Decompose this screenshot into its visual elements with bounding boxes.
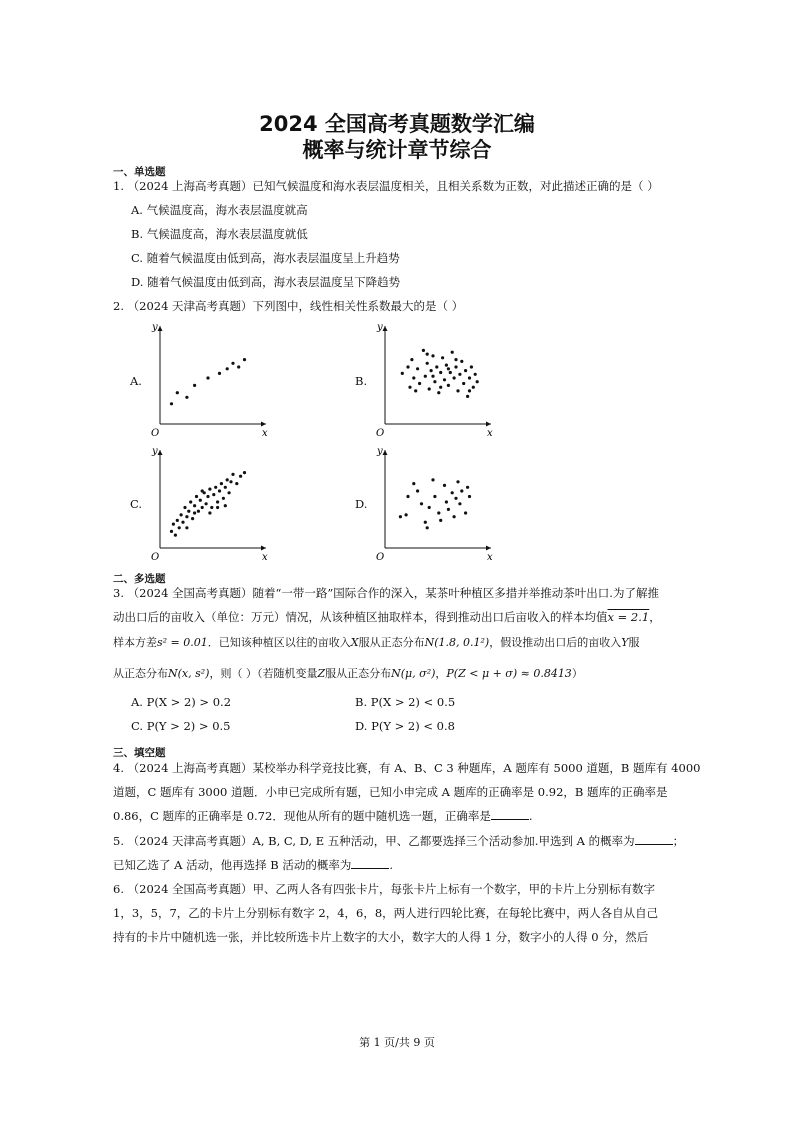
q3-option-d: D. P(Y > 2) < 0.8 <box>355 719 455 733</box>
scatter-point <box>472 386 475 389</box>
q5-line1-text: 5. （2024 天津高考真题）A, B, C, D, E 五种活动，甲、乙都要选择三个活动参加.甲选到 A 的概率为 <box>113 834 635 848</box>
scatter-point <box>212 493 215 496</box>
scatter-point <box>216 506 219 509</box>
scatter-point <box>439 371 442 374</box>
scatter-point <box>185 396 188 399</box>
q3-line3 <box>113 636 685 650</box>
scatter-point <box>422 349 425 352</box>
scatter-point <box>193 384 196 387</box>
scatter-plot-b <box>375 320 495 438</box>
scatter-point <box>428 387 431 390</box>
scatter-point <box>222 497 225 500</box>
q4-line2: 道题，C 题库有 3000 道题．小申已完成所有题，已知小申完成 A 题库的正确率是 0.92，B 题库的正确率是 <box>113 785 668 799</box>
q1-option-b: B. 气候温度高，海水表层温度就低 <box>131 227 308 241</box>
scatter-point <box>208 511 211 514</box>
q4-line3-end: . <box>528 809 533 823</box>
scatter-point <box>412 482 415 485</box>
scatter-point <box>210 506 213 509</box>
scatter-point <box>220 482 223 485</box>
scatter-point <box>439 386 442 389</box>
scatter-point <box>201 506 204 509</box>
y-axis-arrow <box>383 326 388 331</box>
scatter-point <box>431 478 434 481</box>
scatter-point <box>433 495 436 498</box>
scatter-point <box>468 376 471 379</box>
x-axis-label: x <box>487 552 493 562</box>
scatter-point <box>201 489 204 492</box>
scatter-point <box>458 502 461 505</box>
scatter-point <box>206 495 209 498</box>
q4-answer-blank <box>491 809 529 820</box>
q6-line2: 1，3，5，7，乙的卡片上分别标有数字 2，4，6，8，两人进行四轮比赛，在每轮比赛中，两人各自从自己 <box>113 906 659 920</box>
scatter-point <box>206 376 209 379</box>
scatter-point <box>172 523 175 526</box>
q1-stem: 1. （2024 上海高考真题）已知气候温度和海水表层温度相关，且相关系数为正数，对此描述正确的是（ ） <box>113 179 659 193</box>
q3-dist-z: N(μ, σ²) <box>391 667 436 680</box>
q1-option-c: C. 随着气候温度由低到高，海水表层温度呈上升趋势 <box>131 251 400 265</box>
scatter-point <box>431 375 434 378</box>
scatter-point <box>235 482 238 485</box>
scatter-point <box>466 486 469 489</box>
scatter-point <box>239 475 242 478</box>
q3-line1: 3. （2024 全国高考真题）随着“一带一路”国际合作的深入，某茶叶种植区多措并举推动茶叶出口.为了解推 <box>113 586 659 600</box>
q6-line3: 持有的卡片中随机选一张，并比较所选卡片上数字的大小，数字大的人得 1 分，数字小的人得 0 分，然后 <box>113 930 649 944</box>
scatter-point <box>433 380 436 383</box>
scatter-point <box>412 376 415 379</box>
y-axis-label: y <box>152 322 158 333</box>
scatter-point <box>229 480 232 483</box>
scatter-point <box>224 486 227 489</box>
x-axis-label: x <box>262 428 268 438</box>
x-axis-label: x <box>262 552 268 562</box>
scatter-point <box>405 513 408 516</box>
scatter-point <box>193 511 196 514</box>
page-footer: 第 1 页/共 9 页 <box>359 1036 435 1049</box>
y-axis-label: y <box>377 322 383 333</box>
scatter-point <box>466 395 469 398</box>
q3-line4-end: ， <box>435 667 447 680</box>
q6-line1: 6. （2024 全国高考真题）甲、乙两人各有四张卡片，每张卡片上标有一个数字，甲的卡片上分别标有数字 <box>113 882 656 896</box>
q3-line3-post: 服从正态分布 <box>358 636 425 649</box>
scatter-point <box>445 364 448 367</box>
origin-label: O <box>151 552 160 562</box>
doc-title: 2024 全国高考真题数学汇编 <box>259 112 535 136</box>
scatter-plot-a <box>150 320 270 438</box>
scatter-point <box>185 526 188 529</box>
scatter-point <box>170 402 173 405</box>
scatter-point <box>468 495 471 498</box>
scatter-point <box>226 367 229 370</box>
section-heading-fill-blank: 三、填空题 <box>113 747 166 759</box>
scatter-point <box>456 389 459 392</box>
scatter-point <box>170 530 173 533</box>
scatter-point <box>181 521 184 524</box>
x-axis-arrow <box>261 422 266 427</box>
scatter-point <box>453 376 456 379</box>
doc-subtitle: 概率与统计章节综合 <box>302 138 492 162</box>
scatter-point <box>426 526 429 529</box>
scatter-point <box>191 517 194 520</box>
q2-label-d: D. <box>355 497 368 511</box>
scatter-point <box>476 380 479 383</box>
q3-line4 <box>113 667 685 681</box>
scatter-point <box>231 362 234 365</box>
x-axis-arrow <box>261 546 266 551</box>
q3-var-x: X <box>350 636 359 649</box>
scatter-point <box>208 488 211 491</box>
scatter-plot-d <box>375 444 495 562</box>
scatter-point <box>218 489 221 492</box>
scatter-point <box>224 504 227 507</box>
scatter-point <box>406 365 409 368</box>
scatter-point <box>199 499 202 502</box>
scatter-point <box>447 384 450 387</box>
scatter-point <box>447 367 450 370</box>
scatter-point <box>426 362 429 365</box>
scatter-point <box>176 391 179 394</box>
scatter-point <box>180 513 183 516</box>
scatter-point <box>178 526 181 529</box>
q3-dist-x: N(1.8, 0.1²) <box>424 636 490 649</box>
scatter-point <box>449 371 452 374</box>
y-axis-label: y <box>377 446 383 457</box>
scatter-point <box>445 500 448 503</box>
q5-answer-blank-2 <box>351 858 389 869</box>
scatter-point <box>451 491 454 494</box>
q3-sample-mean: x = 2.1 <box>607 610 650 624</box>
scatter-point <box>470 365 473 368</box>
scatter-point <box>401 372 404 375</box>
q5-line2-text: 已知乙选了 A 活动，他再选择 B 活动的概率为 <box>113 858 352 872</box>
scatter-point <box>195 495 198 498</box>
scatter-point <box>437 511 440 514</box>
scatter-point <box>408 386 411 389</box>
q2-label-a: A. <box>130 374 142 388</box>
scatter-point <box>443 484 446 487</box>
scatter-point <box>437 391 440 394</box>
y-axis-arrow <box>383 450 388 455</box>
scatter-point <box>451 351 454 354</box>
scatter-point <box>231 473 234 476</box>
scatter-point <box>174 534 177 537</box>
q3-sample-variance: s² = 0.01 <box>157 636 208 649</box>
x-axis-arrow <box>486 546 491 551</box>
scatter-point <box>447 508 450 511</box>
q3-option-c: C. P(Y > 2) > 0.5 <box>131 719 231 733</box>
scatter-point <box>399 515 402 518</box>
q3-var-z: Z <box>317 667 326 680</box>
scatter-point <box>189 500 192 503</box>
q5-line1-end: ； <box>672 834 685 848</box>
scatter-point <box>218 372 221 375</box>
scatter-point <box>410 358 413 361</box>
scatter-point <box>460 489 463 492</box>
origin-label: O <box>376 428 385 438</box>
q3-var-y: Y <box>621 636 629 649</box>
scatter-point <box>416 367 419 370</box>
q3-line3-end: ，假设推动出口后的亩收入 <box>489 636 622 649</box>
y-axis-arrow <box>158 326 163 331</box>
x-axis-label: x <box>487 428 493 438</box>
scatter-point <box>424 521 427 524</box>
q2-stem: 2. （2024 天津高考真题）下列图中，线性相关性系数最大的是（ ） <box>113 299 464 313</box>
y-axis-label: y <box>152 446 158 457</box>
q3-line4-pre: 从正态分布 <box>113 667 168 680</box>
scatter-point <box>216 500 219 503</box>
q1-option-a: A. 气候温度高，海水表层温度就高 <box>131 203 308 217</box>
scatter-point <box>458 373 461 376</box>
scatter-point <box>406 495 409 498</box>
scatter-point <box>443 378 446 381</box>
scatter-point <box>439 519 442 522</box>
q3-prob-z: P(Z < μ + σ) ≈ 0.8413 <box>446 667 572 680</box>
section-heading-single-choice: 一、单选题 <box>113 166 166 178</box>
scatter-point <box>441 356 444 359</box>
scatter-point <box>464 511 467 514</box>
q3-line3-pre: 样本方差 <box>113 636 157 649</box>
q3-line2-text: 动出口后的亩收入（单位：万元）情况，从该种植区抽取样本，得到推动出口后亩收入的样本均值 <box>113 610 608 624</box>
q1-option-d: D. 随着气候温度由低到高，海水表层温度呈下降趋势 <box>131 275 401 289</box>
q3-line2-post: ， <box>649 610 661 624</box>
q3-line3-tail: 服 <box>628 636 640 649</box>
q2-label-c: C. <box>130 497 143 511</box>
q2-label-b: B. <box>355 374 368 388</box>
scatter-point <box>414 389 417 392</box>
scatter-point <box>454 497 457 500</box>
scatter-point <box>418 382 421 385</box>
scatter-point <box>462 382 465 385</box>
q3-dist-y: N(x, s²) <box>168 667 210 680</box>
origin-label: O <box>151 428 160 438</box>
scatter-point <box>468 389 471 392</box>
scatter-point <box>187 510 190 513</box>
q3-line3-mid: ．已知该种植区以往的亩收入 <box>207 636 351 649</box>
scatter-point <box>424 375 427 378</box>
scatter-point <box>435 365 438 368</box>
y-axis-arrow <box>158 450 163 455</box>
scatter-point <box>193 504 196 507</box>
scatter-point <box>237 365 240 368</box>
scatter-plot-c <box>150 444 270 562</box>
q4-line3 <box>113 809 685 823</box>
scatter-point <box>453 515 456 518</box>
scatter-point <box>456 480 459 483</box>
scatter-point <box>454 358 457 361</box>
scatter-point <box>431 354 434 357</box>
q3-line2 <box>113 610 685 624</box>
origin-label: O <box>376 552 385 562</box>
q3-option-a: A. P(X > 2) > 0.2 <box>131 695 232 709</box>
q5-answer-blank-1 <box>635 834 673 845</box>
scatter-point <box>228 491 231 494</box>
q3-option-b: B. P(X > 2) < 0.5 <box>355 695 456 709</box>
scatter-point <box>185 515 188 518</box>
scatter-point <box>428 506 431 509</box>
scatter-point <box>197 510 200 513</box>
scatter-point <box>454 365 457 368</box>
scatter-point <box>430 369 433 372</box>
q3-line4-post: 服从正态分布 <box>325 667 392 680</box>
scatter-point <box>205 502 208 505</box>
scatter-point <box>243 358 246 361</box>
scatter-point <box>243 471 246 474</box>
scatter-point <box>214 486 217 489</box>
scatter-point <box>176 519 179 522</box>
scatter-point <box>420 502 423 505</box>
scatter-point <box>416 489 419 492</box>
scatter-point <box>460 360 463 363</box>
section-heading-multi-choice: 二、多选题 <box>113 573 166 585</box>
q4-line3-text: 0.86，C 题库的正确率是 0.72．现他从所有的题中随机选一题，正确率是 <box>113 809 491 823</box>
scatter-point <box>183 506 186 509</box>
q3-line4-close: ） <box>571 667 583 680</box>
scatter-point <box>426 353 429 356</box>
q5-line2-end: . <box>389 858 394 872</box>
scatter-point <box>474 373 477 376</box>
q5-line1 <box>113 834 685 848</box>
q4-line1: 4. （2024 上海高考真题）某校举办科学竞技比赛，有 A、B、C 3 种题库，A 题库有 5000 道题，B 题库有 4000 <box>113 761 701 775</box>
x-axis-arrow <box>486 422 491 427</box>
q3-line4-mid: ，则（ ）（若随机变量 <box>209 667 318 680</box>
scatter-point <box>226 478 229 481</box>
q5-line2 <box>113 858 685 872</box>
scatter-point <box>464 369 467 372</box>
